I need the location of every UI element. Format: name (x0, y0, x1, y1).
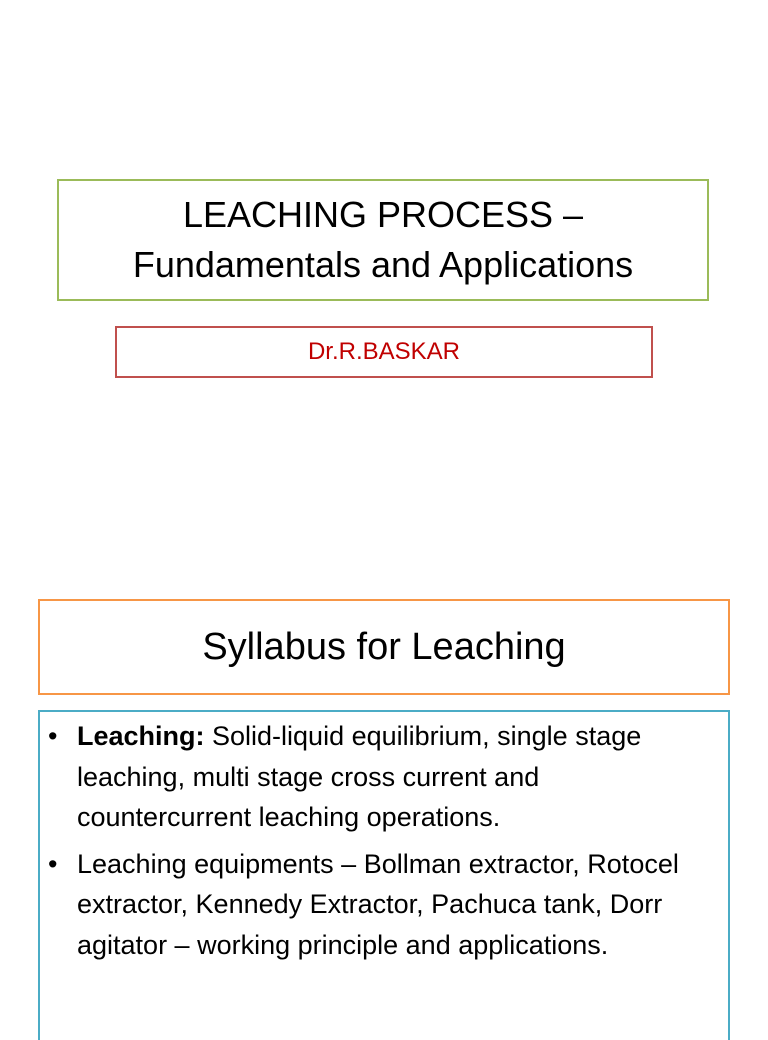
syllabus-title: Syllabus for Leaching (202, 625, 566, 668)
syllabus-body-box (38, 710, 730, 1040)
bullet-text: Solid-liquid equilibrium, single stage leaching, multi stage cross current and countercurrent leaching operations. (77, 721, 642, 832)
title-line-2: Fundamentals and Applications (132, 244, 634, 285)
bullet-marker: • (48, 721, 58, 751)
author-name: Dr.R.BASKAR (307, 338, 461, 365)
bullet-item (48, 844, 708, 966)
bullet-term: Leaching: (77, 721, 205, 751)
bullet-item (48, 716, 708, 838)
title-box (57, 179, 709, 301)
author-box (115, 326, 653, 378)
slide-syllabus (0, 560, 768, 1024)
title-line-1: LEACHING PROCESS – (182, 194, 584, 235)
bullet-text: Leaching equipments – Bollman extractor, Rotocel extractor, Kennedy Extractor, Pachuca tank, Dorr agitator – working principle and applications. (77, 848, 679, 960)
syllabus-title-box (38, 599, 730, 695)
syllabus-bullet-list (48, 716, 708, 965)
bullet-marker: • (48, 848, 58, 879)
